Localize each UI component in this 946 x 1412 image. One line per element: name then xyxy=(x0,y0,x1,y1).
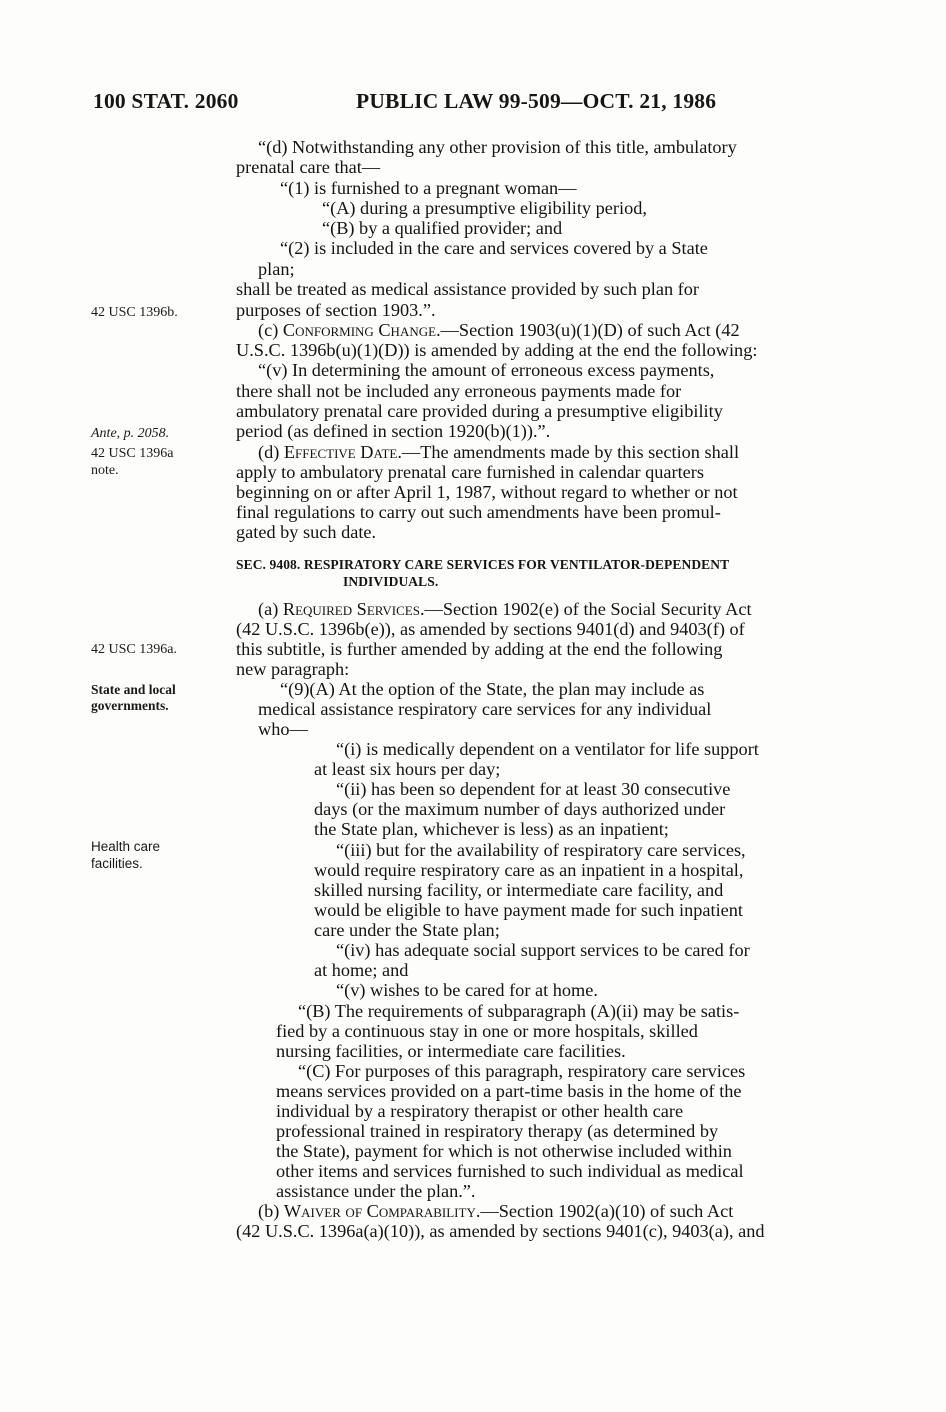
text-line: (42 U.S.C. 1396a(a)(10)), as amended by sections 9401(c), 9403(a), and xyxy=(236,1221,765,1241)
text-line: “(9)(A) At the option of the State, the plan may include as xyxy=(280,679,705,699)
text-line: individual by a respiratory therapist or other health care xyxy=(276,1101,684,1121)
subsection-b-heading-line xyxy=(258,1201,733,1221)
text-line: other items and services furnished to such individual as medical xyxy=(276,1161,744,1181)
em-dash: .— xyxy=(475,1201,499,1221)
text-line: period (as defined in section 1920(b)(1)).”. xyxy=(236,421,551,441)
subsection-b-label: (b) xyxy=(258,1201,284,1221)
margin-note-42usc1396b: 42 USC 1396b. xyxy=(91,305,178,320)
text-line: final regulations to carry out such amendments have been promul- xyxy=(236,502,721,522)
subsection-c-label: (c) xyxy=(258,320,283,340)
text-line: would be eligible to have payment made for such inpatient xyxy=(314,900,743,920)
text-line: there shall not be included any erroneous payments made for xyxy=(236,381,682,401)
text-line: who— xyxy=(258,719,308,739)
subsection-d-title: Effective Date xyxy=(283,442,398,462)
text-line: “(1) is furnished to a pregnant woman— xyxy=(280,178,577,198)
law-title: PUBLIC LAW 99-509—OCT. 21, 1986 xyxy=(356,89,717,113)
text-line: medical assistance respiratory care services for any individual xyxy=(258,699,712,719)
subsection-a-label: (a) xyxy=(258,599,283,619)
stat-citation: 100 STAT. 2060 xyxy=(93,89,239,113)
text-line: means services provided on a part-time basis in the home of the xyxy=(276,1081,742,1101)
text-line: ambulatory prenatal care provided during a presumptive eligibility xyxy=(236,401,723,421)
text-line: Section 1903(u)(1)(D) of such Act (42 xyxy=(458,320,740,340)
text-line: U.S.C. 1396b(u)(1)(D)) is amended by adding at the end the following: xyxy=(236,340,758,360)
text-line: at home; and xyxy=(314,960,409,980)
subsection-c-title: Conforming Change xyxy=(282,320,437,340)
text-line: nursing facilities, or intermediate care facilities. xyxy=(276,1041,626,1061)
subsection-b-title: Waiver of Comparability xyxy=(283,1201,476,1221)
subsection-a-title: Required Services xyxy=(282,599,420,619)
subsection-d-label: (d) xyxy=(258,442,284,462)
text-line: The amendments made by this section shall xyxy=(420,442,740,462)
text-line: “(iii) but for the availability of respiratory care services, xyxy=(336,840,746,860)
text-line: the State), payment for which is not otherwise included within xyxy=(276,1141,732,1161)
margin-note-facilities: facilities. xyxy=(91,856,143,871)
text-line: “(d) Notwithstanding any other provision of this title, ambulatory xyxy=(258,137,737,157)
text-line: purposes of section 1903.”. xyxy=(236,300,436,320)
text-line: “(i) is medically dependent on a ventilator for life support xyxy=(336,739,759,759)
text-line: “(v) wishes to be cared for at home. xyxy=(336,980,598,1000)
text-line: prenatal care that— xyxy=(236,157,381,177)
subsection-c-heading-line xyxy=(258,320,740,340)
text-line: (42 U.S.C. 1396b(e)), as amended by sections 9401(d) and 9403(f) of xyxy=(236,619,745,639)
subsection-a-heading-line xyxy=(258,599,752,619)
text-line: “(2) is included in the care and services covered by a State xyxy=(280,238,708,258)
text-line: gated by such date. xyxy=(236,522,377,542)
margin-note-42usc1396a: 42 USC 1396a. xyxy=(91,642,177,657)
text-line: this subtitle, is further amended by adding at the end the following xyxy=(236,639,723,659)
text-line: “(A) during a presumptive eligibility period, xyxy=(322,198,647,218)
text-line: assistance under the plan.”. xyxy=(276,1181,476,1201)
margin-note-note: note. xyxy=(91,463,119,478)
text-line: “(B) The requirements of subparagraph (A)(ii) may be satis- xyxy=(298,1001,740,1021)
margin-note-ante: Ante, p. 2058. xyxy=(91,426,170,441)
em-dash: .— xyxy=(436,320,459,340)
text-line: professional trained in respiratory therapy (as determined by xyxy=(276,1121,719,1141)
text-line: new paragraph: xyxy=(236,659,350,679)
text-line: fied by a continuous stay in one or more hospitals, skilled xyxy=(276,1021,698,1041)
text-line: “(C) For purposes of this paragraph, respiratory care services xyxy=(298,1061,746,1081)
text-line: days (or the maximum number of days authorized under xyxy=(314,799,726,819)
section-heading: SEC. 9408. RESPIRATORY CARE SERVICES FOR VENTILATOR-DEPENDENT xyxy=(236,557,730,572)
text-line: shall be treated as medical assistance provided by such plan for xyxy=(236,279,699,299)
text-line: would require respiratory care as an inpatient in a hospital, xyxy=(314,860,744,880)
text-line: “(ii) has been so dependent for at least 30 consecutive xyxy=(336,779,731,799)
text-line: “(iv) has adequate social support services to be cared for xyxy=(336,940,750,960)
text-line: the State plan, whichever is less) as an inpatient; xyxy=(314,819,669,839)
text-line: plan; xyxy=(258,259,295,279)
subsection-d-heading-line xyxy=(258,442,739,462)
text-line: “(B) by a qualified provider; and xyxy=(322,218,563,238)
margin-note-42usc1396a-note: 42 USC 1396a xyxy=(91,446,174,461)
margin-note-state-local: State and local xyxy=(91,682,176,697)
text-line: Section 1902(a)(10) of such Act xyxy=(498,1201,734,1221)
text-line: Section 1902(e) of the Social Security Act xyxy=(442,599,752,619)
text-line: beginning on or after April 1, 1987, without regard to whether or not xyxy=(236,482,738,502)
text-line: “(v) In determining the amount of erroneous excess payments, xyxy=(258,360,715,380)
text-line: apply to ambulatory prenatal care furnished in calendar quarters xyxy=(236,462,705,482)
em-dash: .— xyxy=(419,599,443,619)
margin-note-health-care: Health care xyxy=(91,839,161,854)
em-dash: .— xyxy=(397,442,421,462)
text-line: skilled nursing facility, or intermediate care facility, and xyxy=(314,880,724,900)
text-line: care under the State plan; xyxy=(314,920,500,940)
section-heading-cont: INDIVIDUALS. xyxy=(343,574,439,589)
text-line: at least six hours per day; xyxy=(314,759,501,779)
margin-note-governments: governments. xyxy=(91,698,169,713)
